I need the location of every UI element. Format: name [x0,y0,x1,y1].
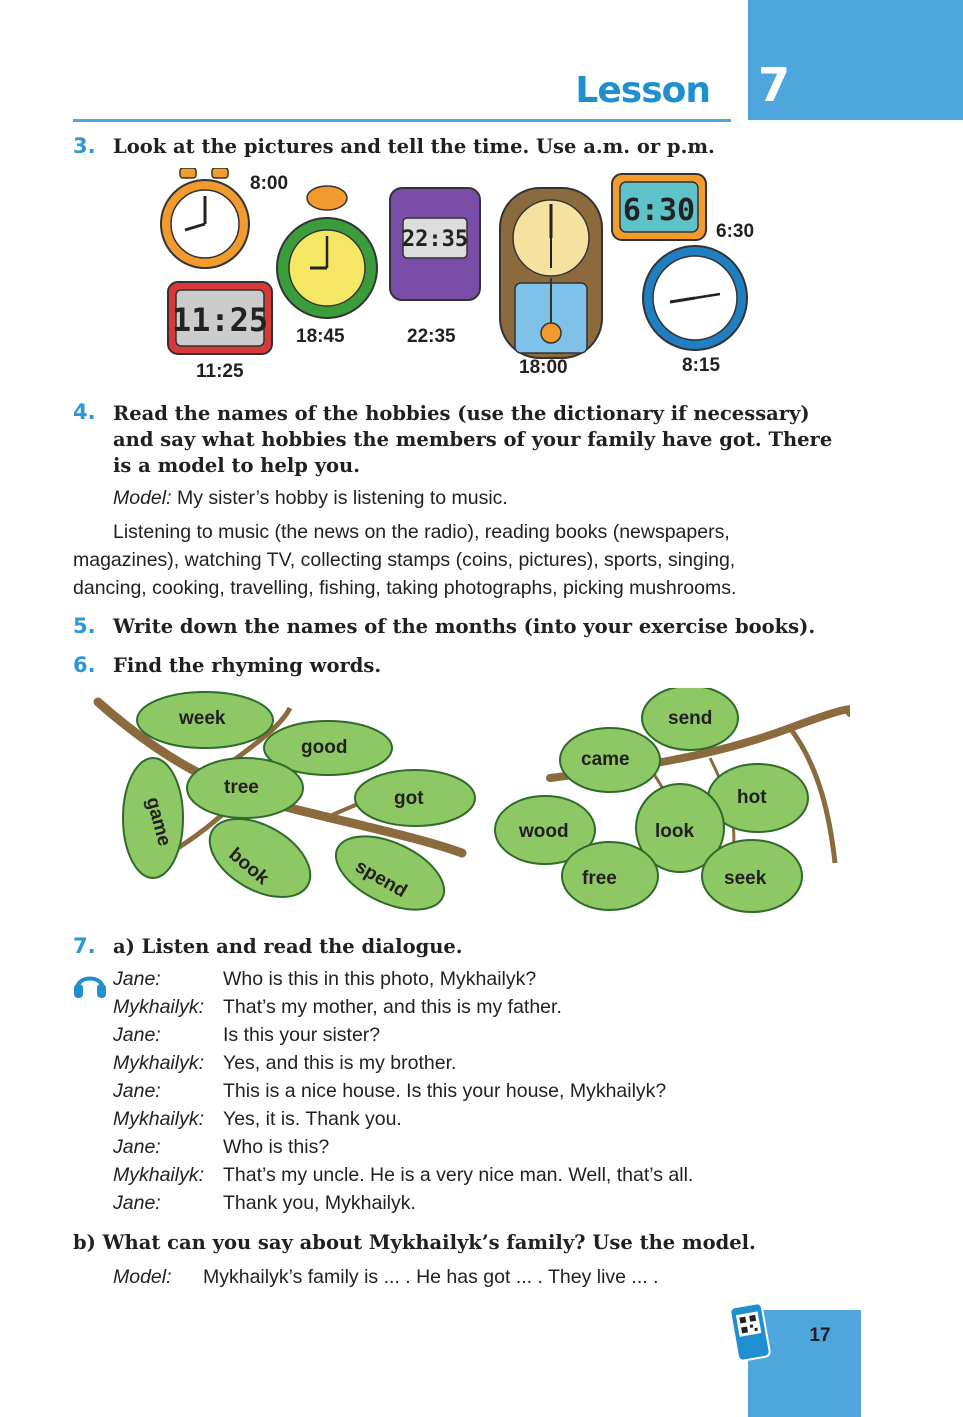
exercise-7-model [113,1263,659,1291]
hobbies-line: Listening to music (the news on the radio), reading books (newspapers, [113,521,730,543]
dialogue-line: That’s my mother, and this is my father. [223,996,562,1018]
clock-label: 18:00 [519,357,568,378]
task-line: is a model to help you. [113,454,360,477]
headphones-icon [73,969,107,999]
header-rule [73,119,731,122]
exercise-5-task: Write down the names of the months (into your exercise books). [113,615,816,638]
page-number: 17 [809,1325,831,1346]
dialogue-row [113,1136,329,1164]
exercise-6-task: Find the rhyming words. [113,654,382,677]
exercise-7-number: 7. [73,934,96,958]
leaf-word: look [655,821,695,842]
leaf-word: free [582,868,617,889]
speaker: Jane: [113,1080,161,1102]
leaf-word: book [224,844,273,890]
leaf-word: seek [724,868,767,889]
dialogue-row [113,1052,456,1080]
speaker: Jane: [113,1192,161,1214]
leaf-word: tree [224,777,259,798]
green-alarm-clock-icon [277,186,377,318]
dialogue-line: Is this your sister? [223,1024,381,1046]
dialogue-line: Thank you, Mykhailyk. [223,1192,416,1214]
dialogue-row [113,996,562,1024]
dialogue-row [113,968,536,996]
pendulum-clock-icon [500,188,602,358]
hobbies-paragraph [73,518,861,602]
speaker: Mykhailyk: [113,1164,205,1186]
leaf-word: wood [519,821,569,842]
wall-clock-icon [643,246,747,350]
speaker: Jane: [113,1136,161,1158]
wrist-watch-icon [390,188,480,300]
exercise-7-task-a: a) Listen and read the dialogue. [113,935,463,958]
clock-label: 22:35 [407,326,456,347]
exercise-5-number: 5. [73,614,96,638]
watch-display: 22:35 [401,227,469,252]
dialogue-line: Who is this? [223,1136,330,1158]
red-digital-clock-icon [168,282,272,354]
digital-display-1125: 11:25 [171,301,269,339]
dialogue-row [113,1024,380,1052]
clocks-illustration [160,168,770,390]
leaf-word: game [141,795,175,849]
task-line: and say what hobbies the members of your family have got. There [113,428,833,451]
leaf-word: hot [737,787,767,808]
dialogue-line: Who is this in this photo, Mykhailyk? [223,968,537,990]
leaf-word: got [394,788,424,809]
dialogue-row [113,1164,693,1192]
clock-label: 8:15 [682,355,721,376]
leaf-word: came [581,749,630,770]
leaf-word: spend [351,856,411,903]
model-text: Mykhailyk’s family is ... . He has got ... . They live ... . [203,1266,659,1288]
digital-display-630: 6:30 [622,193,696,228]
exercise-6-number: 6. [73,653,96,677]
qr-phone-icon [730,1303,772,1361]
exercise-3-number: 3. [73,134,96,158]
clock-label: 8:00 [250,173,289,194]
task-line: Read the names of the hobbies (use the dictionary if necessary) [113,402,810,425]
exercise-4-model [113,484,508,512]
leaf-word: good [301,737,348,758]
speaker: Jane: [113,1024,161,1046]
dialogue-line: Yes, and this is my brother. [223,1052,457,1074]
lesson-title: Lesson [575,70,710,111]
clock-label: 18:45 [296,326,345,347]
dialogue-row [113,1108,402,1136]
clock-label: 11:25 [196,361,244,382]
model-text: My sister’s hobby is listening to music. [171,487,508,509]
exercise-3-task: Look at the pictures and tell the time. Use a.m. or p.m. [113,135,715,158]
dialogue-line: Yes, it is. Thank you. [223,1108,402,1130]
dialogue-line: That’s my uncle. He is a very nice man. Well, that’s all. [223,1164,694,1186]
lesson-number: 7 [757,58,790,112]
exercise-7-task-b: b) What can you say about Mykhailyk’s family? Use the model. [73,1231,756,1254]
speaker: Mykhailyk: [113,1108,205,1130]
hobbies-line: magazines), watching TV, collecting stamps (coins, pictures), sports, singing, [73,549,736,571]
hobbies-line: dancing, cooking, travelling, fishing, taking photographs, picking mushrooms. [73,577,737,599]
speaker: Mykhailyk: [113,996,205,1018]
dialogue-row [113,1080,666,1108]
alarm-clock-icon [161,168,249,268]
model-label: Model: [113,1266,172,1288]
digital-clock-icon [612,174,706,240]
model-label: Model: [113,487,172,509]
exercise-4-task [113,401,861,479]
clock-label: 6:30 [716,221,755,242]
speaker: Jane: [113,968,161,990]
dialogue-line: This is a nice house. Is this your house, Mykhailyk? [223,1080,667,1102]
speaker: Mykhailyk: [113,1052,205,1074]
exercise-4-number: 4. [73,400,96,424]
leaf-word: send [668,708,713,729]
dialogue-row [113,1192,416,1220]
leaf-word: week [179,708,226,729]
